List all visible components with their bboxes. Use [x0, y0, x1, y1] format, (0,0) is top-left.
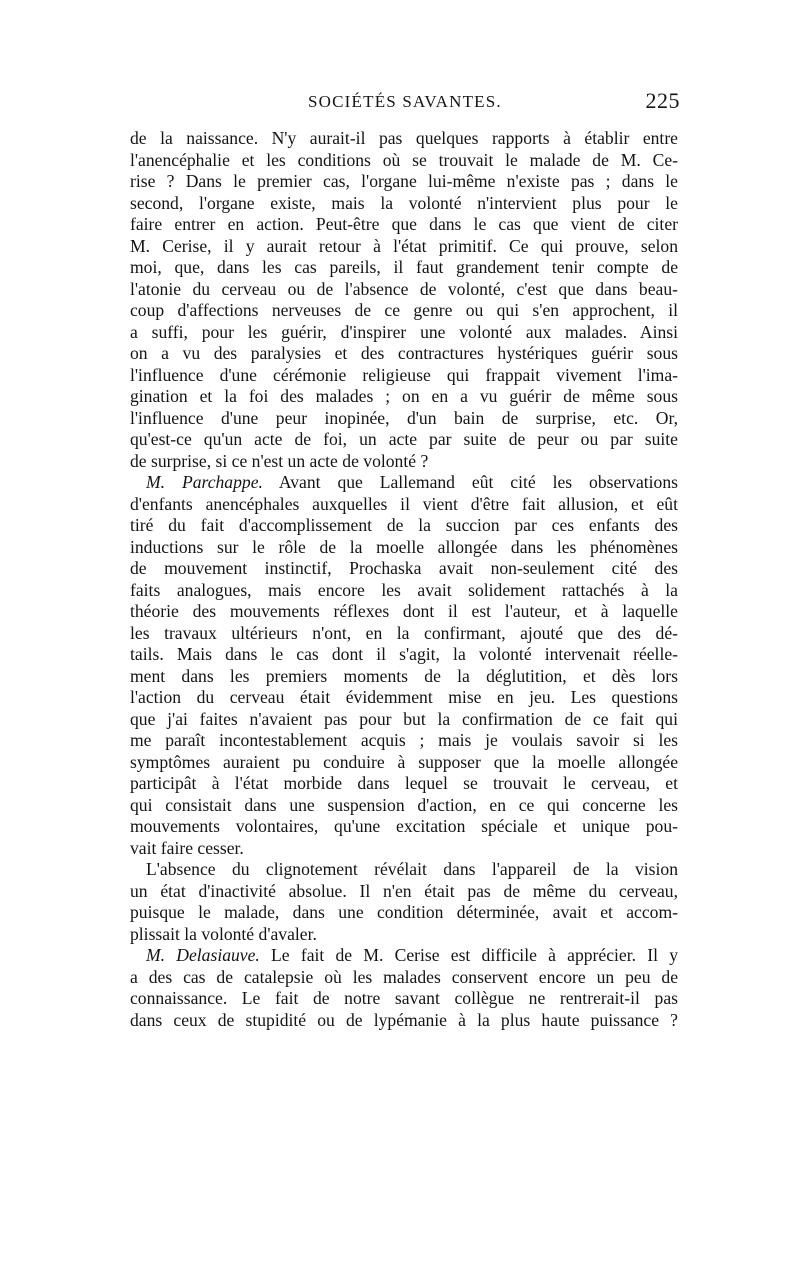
text-line: l'anencéphalie et les conditions où se trouvait le malade de M. Ce- [130, 149, 678, 170]
text-line: puisque le malade, dans une condition déterminée, avait et accom- [130, 902, 678, 922]
text-line: faits analogues, mais encore les avait solidement rattachés à la [130, 579, 678, 600]
speaker-name: M. Parchappe. [146, 472, 263, 492]
text-line: inductions sur le rôle de la moelle allongée dans les phénomènes [130, 536, 678, 557]
text-line: l'atonie du cerveau ou de l'absence de volonté, c'est que dans beau- [130, 278, 678, 299]
text-line: qu'est-ce qu'un acte de foi, un acte par suite de peur ou par suite [130, 429, 678, 449]
text-line: l'influence d'une cérémonie religieuse qui frappait vivement l'ima- [130, 364, 678, 385]
speaker-remark: Le fait de M. Cerise est difficile à apprécier. Il y [259, 945, 678, 965]
text-line: rise ? Dans le premier cas, l'organe lui-même n'existe pas ; dans le [130, 171, 678, 191]
text-line: tails. Mais dans le cas dont il s'agit, la volonté intervenait réelle- [130, 644, 678, 664]
text-line: mouvements volontaires, qu'une excitation spéciale et unique pou- [130, 816, 678, 836]
text-line-first: L'absence du clignotement révélait dans l'appareil de la vision [146, 859, 678, 879]
text-line: vait faire cesser. [130, 837, 244, 858]
paragraph-2 [130, 472, 678, 859]
text-line: faire entrer en action. Peut-être que dans le cas que vient de citer [130, 214, 678, 234]
paragraph-4 [130, 945, 678, 1031]
text-line: symptômes auraient pu conduire à supposer que la moelle allongée [130, 751, 678, 772]
text-line: coup d'affections nerveuses de ce genre ou qui s'en approchent, il [130, 300, 678, 320]
text-line: tiré du fait d'accomplissement de la succion par ces enfants des [130, 515, 678, 535]
text-line: moi, que, dans les cas pareils, il faut grandement tenir compte de [130, 257, 678, 277]
text-line: connaissance. Le fait de notre savant collègue ne rentrerait-il pas [130, 988, 678, 1008]
body-text [130, 128, 678, 1031]
text-line: plissait la volonté d'avaler. [130, 923, 317, 944]
running-header [128, 88, 680, 118]
text-line: de la naissance. N'y aurait-il pas quelques rapports à établir entre [130, 128, 678, 148]
text-line: de surprise, si ce n'est un acte de volonté ? [130, 450, 429, 471]
text-line: dans ceux de stupidité ou de lypémanie à la plus haute puissance ? [130, 1009, 678, 1030]
text-line: second, l'organe existe, mais la volonté n'intervient plus pour le [130, 192, 678, 213]
text-line: M. Cerise, il y aurait retour à l'état primitif. Ce qui prouve, selon [130, 235, 678, 256]
text-line: un état d'inactivité absolue. Il n'en était pas de même du cerveau, [130, 880, 678, 901]
text-line: ment dans les premiers moments de la déglutition, et dès lors [130, 665, 678, 686]
speaker-name: M. Delasiauve. [146, 945, 260, 965]
text-line: participât à l'état morbide dans lequel se trouvait le cerveau, et [130, 773, 678, 793]
text-line-first [130, 472, 678, 494]
text-line: gination et la foi des malades ; on en a vu guérir de même sous [130, 386, 678, 406]
paragraph-3 [130, 859, 678, 945]
running-title: SOCIÉTÉS SAVANTES. [308, 92, 502, 111]
text-line: l'action du cerveau était évidemment mise en jeu. Les questions [130, 687, 678, 707]
text-line: on a vu des paralysies et des contractures hystériques guérir sous [130, 343, 678, 363]
text-line: de mouvement instinctif, Prochaska avait non-seulement cité des [130, 558, 678, 578]
page-number: 225 [645, 88, 680, 113]
text-line: théorie des mouvements réflexes dont il est l'auteur, et à laquelle [130, 601, 678, 621]
text-line: qui consistait dans une suspension d'action, en ce qui concerne les [130, 794, 678, 815]
text-line: l'influence d'une peur inopinée, d'un bain de surprise, etc. Or, [130, 407, 678, 428]
text-line-first [130, 945, 678, 967]
text-line: les travaux ultérieurs n'ont, en la confirmant, ajouté que des dé- [130, 622, 678, 643]
text-line: d'enfants anencéphales auxquelles il vient d'être fait allusion, et eût [130, 493, 678, 514]
text-line: a suffi, pour les guérir, d'inspirer une volonté aux malades. Ainsi [130, 321, 678, 342]
text-line: me paraît incontestablement acquis ; mais je voulais savoir si les [130, 730, 678, 750]
speaker-remark: Avant que Lallemand eût cité les observations [262, 472, 678, 492]
paragraph-1 [130, 128, 678, 472]
text-line: a des cas de catalepsie où les malades conservent encore un peu de [130, 966, 678, 987]
text-line: que j'ai faites n'avaient pas pour but la confirmation de ce fait qui [130, 708, 678, 729]
